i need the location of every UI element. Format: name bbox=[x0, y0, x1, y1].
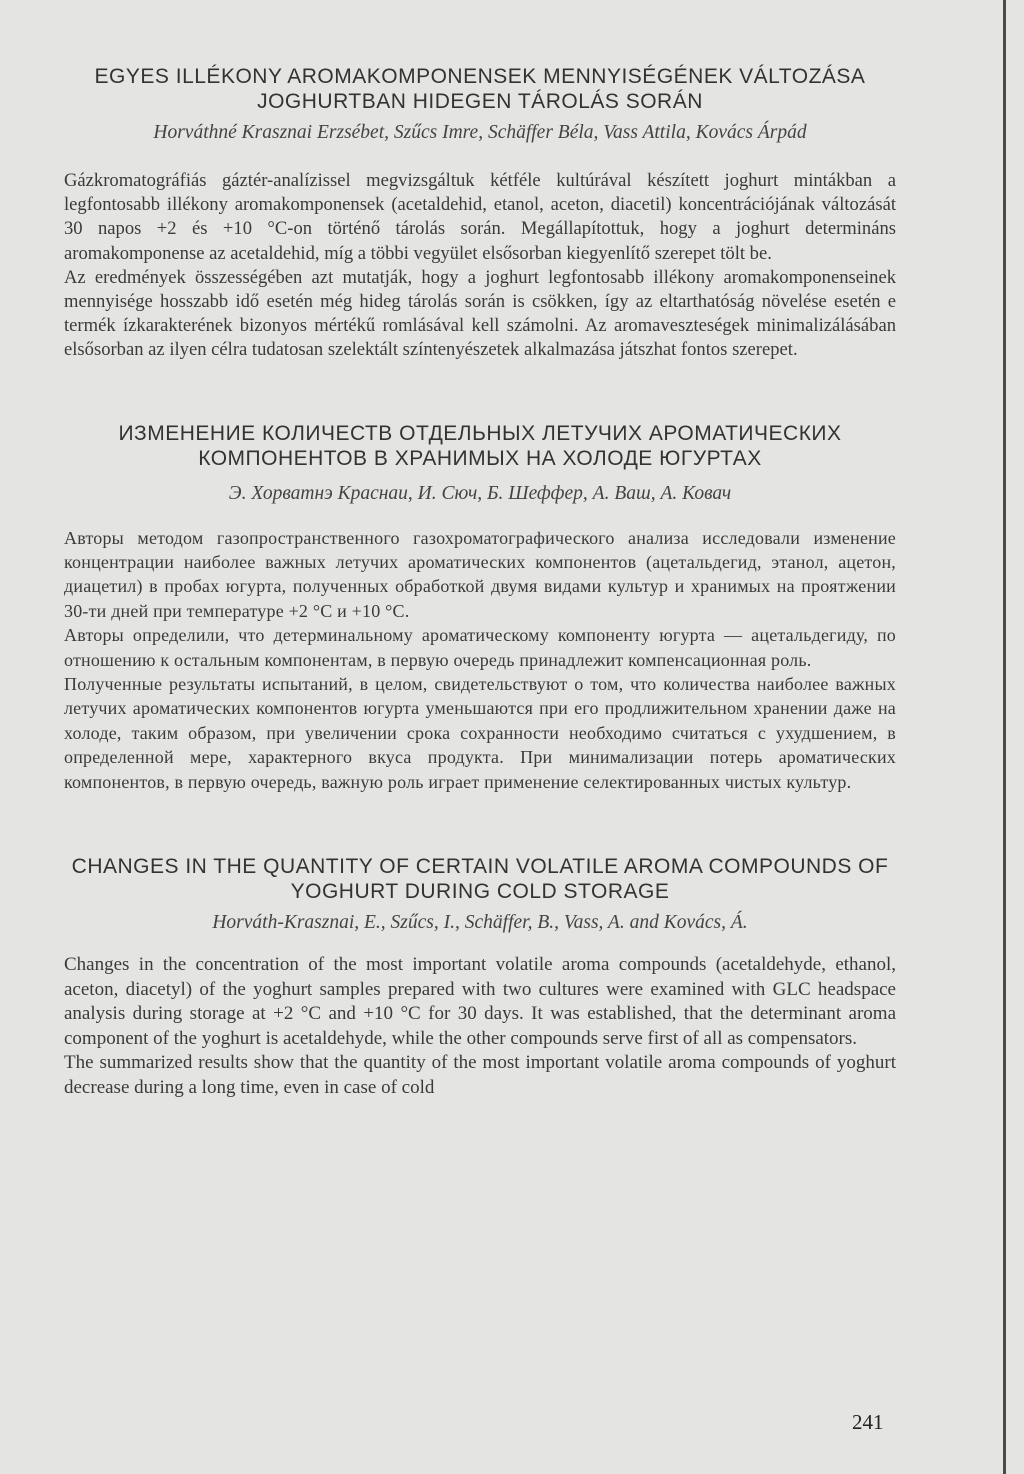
russian-paragraph-1: Авторы методом газопространственного газохроматографического анализа исследовали изменение концентрации наиболее важных летучих ароматических компонентов (ацетальдегид, этанол, ацетон, диацетил) в пробах югурта, полученных обработкой двумя видами культур и хранимых на проятжении 30-ти дней при температуре +2 °С и +10 °С. bbox=[64, 527, 896, 621]
hungarian-title: EGYES ILLÉKONY AROMAKOMPONENSEK MENNYISÉGÉNEK VÁLTOZÁSA JOGHURTBAN HIDEGEN TÁROLÁS SORÁN bbox=[94, 65, 866, 113]
russian-title: ИЗМЕНЕНИЕ КОЛИЧЕСТВ ОТДЕЛЬНЫХ ЛЕТУЧИХ АРОМАТИЧЕСКИХ КОМПОНЕНТОВ В ХРАНИМЫХ НА ХОЛОДЕ ЮГУРТАХ bbox=[118, 421, 842, 470]
hungarian-body bbox=[64, 169, 896, 363]
scan-edge-line bbox=[1003, 0, 1006, 1474]
hungarian-paragraph-1: Gázkromatográfiás gáztér-analízissel megvizsgáltuk kétféle kultúrával készített joghurt mintákban a legfontosabb illékony aromakomponensek (acetaldehid, etanol, aceton, diacetil) koncentrációjának változását 30 napos +2 és +10 °C-on történő tárolás során. Megállapítottuk, hogy a joghurt determináns aromakomponense az acetaldehid, míg a többi vegyület elsősorban kiegyenlítő szerepet tölt be. bbox=[64, 170, 896, 264]
page-number: 241 bbox=[852, 1410, 884, 1434]
hungarian-paragraph-2: Az eredmények összességében azt mutatják, hogy a joghurt legfontosabb illékony aromakomponenseinek mennyisége hosszabb idő esetén még hideg tárolás során is csökken, így az eltarthatóság növelése esetén e termék ízkarakterének bizonyos mértékű romlásával kell számolni. Az aromaveszteségek minimalizálásában elsősorban az ilyen célra tudatosan szelektált színtenyészetek alkalmazása játszhat fontos szerepet. bbox=[64, 266, 896, 361]
russian-paragraph-3: Полученные результаты испытаний, в целом, свидетельствуют о том, что количества наиболее важных летучих ароматических компонентов югурта уменьшаются при его продлижительном хранении даже на холоде, таким образом, при увеличении срока сохранности необходимо считаться с ухудшением, в определенной мере, характерного вкуса продукта. При минимализации потерь ароматических компонентов, в первую очередь, важную роль играет применение селектированных чистых культур. bbox=[64, 674, 896, 792]
english-body bbox=[64, 953, 896, 1101]
page-content bbox=[64, 60, 896, 1101]
english-authors: Horváth-Krasznai, E., Szűcs, I., Schäffer, B., Vass, A. and Kovács, Á. bbox=[212, 912, 748, 934]
hungarian-abstract bbox=[64, 64, 896, 363]
hungarian-authors: Horváthné Krasznai Erzsébet, Szűcs Imre, Schäffer Béla, Vass Attila, Kovács Árpád bbox=[153, 122, 807, 143]
english-abstract bbox=[64, 854, 896, 1101]
russian-paragraph-2: Авторы определили, что детерминальному ароматическому компоненту югурта — ацетальдегиду, по отношению к остальным компонентам, в первую очередь принадлежит компенсационная роль. bbox=[64, 625, 896, 670]
english-title: CHANGES IN THE QUANTITY OF CERTAIN VOLATILE AROMA COMPOUNDS OF YOGHURT DURING COLD STORAGE bbox=[71, 855, 889, 904]
english-paragraph-1: Changes in the concentration of the most important volatile aroma compounds (acetaldehyde, ethanol, aceton, diacetyl) of the yoghurt samples prepared with two cultures were examined with GLC headspace analysis during storage at +2 °C and +10 °C for 30 days. It was established, that the determinant aroma component of the yoghurt is acetaldehyde, while the other compounds serve first of all as compensators. bbox=[64, 954, 896, 1049]
english-paragraph-2: The summarized results show that the quantity of the most important volatile aroma compounds of yoghurt decrease during a long time, even in case of cold bbox=[64, 1052, 896, 1099]
russian-authors: Э. Хорватнэ Краснаи, И. Сюч, Б. Шеффер, А. Ваш, А. Ковач bbox=[228, 482, 732, 504]
russian-body bbox=[64, 526, 896, 794]
russian-abstract bbox=[64, 421, 896, 794]
